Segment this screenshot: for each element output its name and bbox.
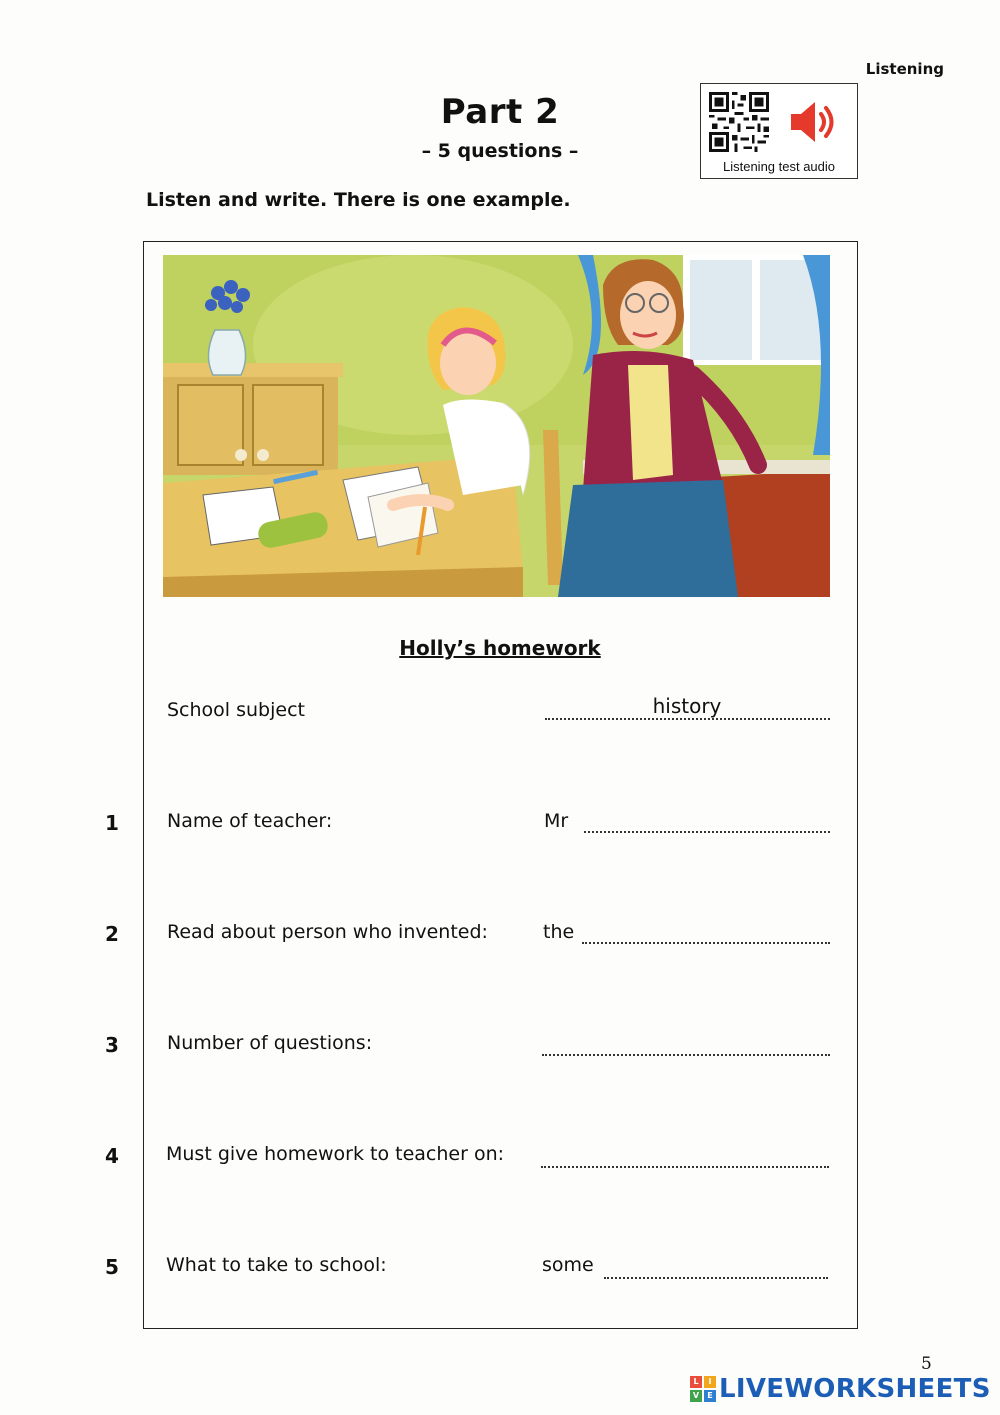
brand-logo[interactable]	[690, 1374, 991, 1404]
question-count: – 5 questions –	[421, 140, 579, 162]
example-label: School subject	[167, 699, 305, 721]
answer-field-4[interactable]	[541, 1164, 829, 1168]
audio-caption: Listening test audio	[722, 159, 836, 174]
question-label: Name of teacher:	[167, 810, 333, 832]
answer-field-5[interactable]	[604, 1275, 828, 1279]
worksheet-heading: Holly’s homework	[399, 636, 601, 660]
answer-field-1[interactable]	[584, 829, 830, 833]
teacher-and-girl-illustration	[163, 255, 830, 597]
answer-field-2[interactable]	[582, 940, 830, 944]
question-number: 4	[105, 1144, 119, 1168]
brand-name: LIVEWORKSHEETS	[719, 1374, 991, 1404]
qr-code-icon	[709, 92, 769, 152]
answer-prefix: the	[543, 921, 575, 943]
speaker-icon[interactable]	[787, 96, 843, 148]
answer-field-3[interactable]	[542, 1052, 830, 1056]
instruction: Listen and write. There is one example.	[146, 189, 571, 211]
liveworksheets-logo-icon: L I V E	[690, 1376, 716, 1402]
answer-prefix: some	[542, 1254, 594, 1276]
question-number: 5	[105, 1255, 119, 1279]
question-label: What to take to school:	[166, 1254, 387, 1276]
section-label: Listening	[865, 60, 944, 78]
page-number: 5	[921, 1354, 932, 1374]
answer-prefix: Mr	[544, 810, 569, 832]
question-number: 2	[105, 922, 119, 946]
question-label: Must give homework to teacher on:	[166, 1143, 505, 1165]
question-number: 3	[105, 1033, 119, 1057]
example-answer-line	[545, 716, 830, 720]
question-label: Number of questions:	[167, 1032, 373, 1054]
question-number: 1	[105, 811, 119, 835]
part-title: Part 2	[440, 92, 560, 132]
example-answer: history	[652, 694, 722, 718]
question-label: Read about person who invented:	[167, 921, 488, 943]
audio-player[interactable]	[700, 83, 858, 179]
